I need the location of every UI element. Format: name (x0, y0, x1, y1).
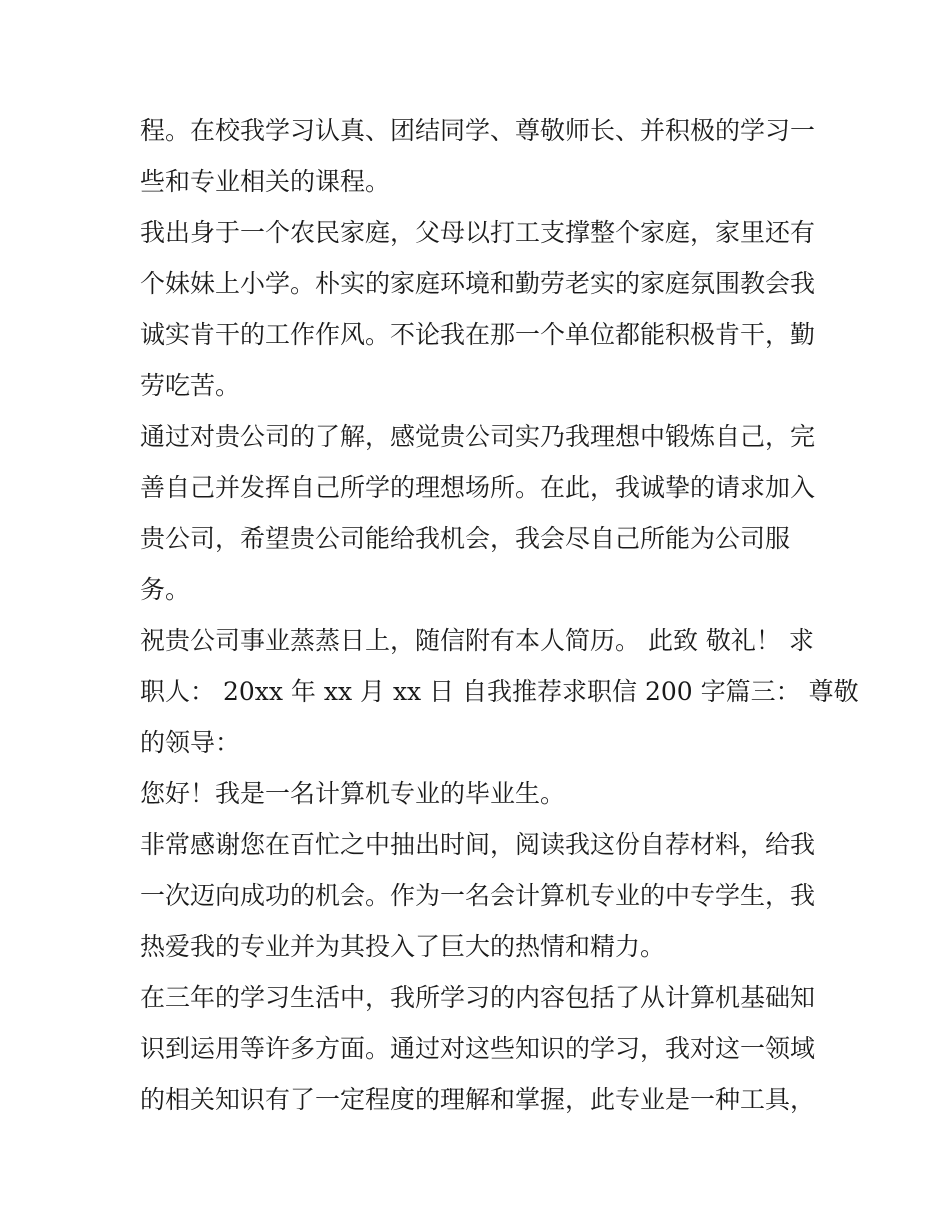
text-line: 的相关知识有了一定程度的理解和掌握，此专业是一种工具， (140, 1085, 816, 1114)
text-line: 些和专业相关的课程。 (140, 167, 391, 196)
text-line: 我出身于一个农民家庭，父母以打工支撑整个家庭，家里还有 (140, 218, 816, 247)
text-line: 善自己并发挥自己所学的理想场所。在此，我诚挚的请求加入 (140, 473, 816, 502)
text-line: 祝贵公司事业蒸蒸日上，随信附有本人简历。 此致 敬礼！ 求 (140, 626, 814, 655)
text-line: 贵公司，希望贵公司能给我机会，我会尽自己所能为公司服 (140, 524, 791, 553)
text-line: 劳吃苦。 (140, 371, 241, 400)
text-line: 一次迈向成功的机会。作为一名会计算机专业的中专学生，我 (140, 881, 816, 910)
text-line: 非常感谢您在百忙之中抽出时间，阅读我这份自荐材料，给我 (140, 830, 816, 859)
text-line: 热爱我的专业并为其投入了巨大的热情和精力。 (140, 932, 666, 961)
document-body (140, 105, 859, 1125)
text-line: 职人： 20xx 年 xx 月 xx 日 自我推荐求职信 200 字篇三： 尊敬 (140, 677, 859, 706)
text-line: 您好！我是一名计算机专业的毕业生。 (140, 779, 566, 808)
text-line: 程。在校我学习认真、团结同学、尊敬师长、并积极的学习一 (140, 116, 816, 145)
text-line: 识到运用等许多方面。通过对这些知识的学习，我对这一领域 (140, 1034, 816, 1063)
text-line: 个妹妹上小学。朴实的家庭环境和勤劳老实的家庭氛围教会我 (140, 269, 816, 298)
text-line: 在三年的学习生活中，我所学习的内容包括了从计算机基础知 (140, 983, 816, 1012)
text-line: 通过对贵公司的了解，感觉贵公司实乃我理想中锻炼自己，完 (140, 422, 816, 451)
text-line: 诚实肯干的工作作风。不论我在那一个单位都能积极肯干，勤 (140, 320, 816, 349)
text-line: 务。 (140, 575, 191, 604)
text-line: 的领导： (140, 728, 241, 757)
